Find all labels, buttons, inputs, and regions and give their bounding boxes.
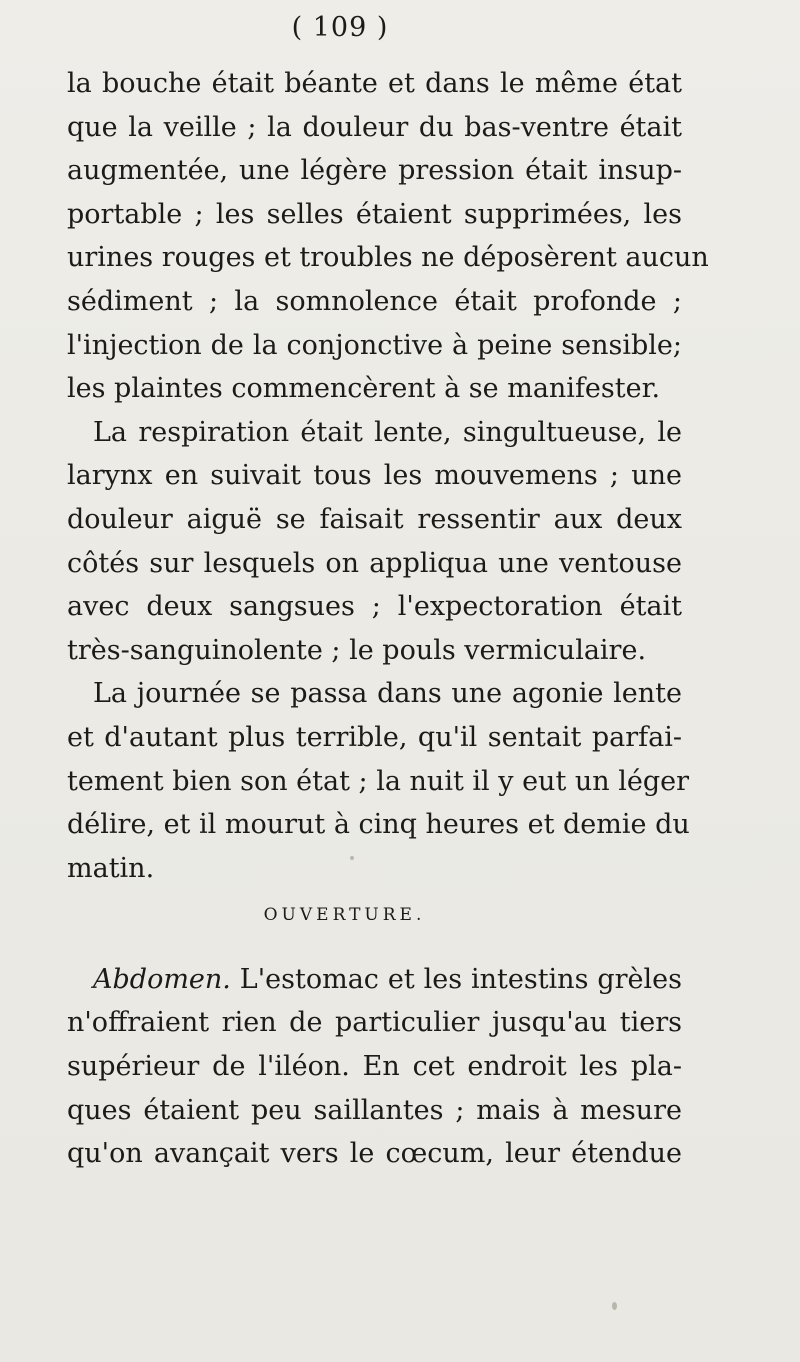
text-line: avec deux sangsues ; l'expectoration était: [67, 591, 682, 623]
page-number: ( 109 ): [291, 12, 389, 43]
text-line: qu'on avançait vers le cœcum, leur étendue: [67, 1138, 682, 1170]
section-lead-word: Abdomen.: [93, 963, 231, 995]
heading-gap: [67, 936, 682, 958]
text-line: n'offraient rien de particulier jusqu'au tiers: [67, 1007, 682, 1039]
paragraph-1: [67, 62, 709, 411]
text-line: augmentée, une légère pression était insup-: [67, 155, 682, 187]
text-line: urines rouges et troubles ne déposèrent aucun: [67, 242, 709, 274]
paper-speck: [350, 856, 354, 860]
paper-speck: [612, 1302, 617, 1310]
text-line: la bouche était béante et dans le même état: [67, 68, 682, 99]
text-line: portable ; les selles étaient supprimées, les: [67, 198, 682, 230]
paragraph-3: [67, 672, 690, 890]
text-line: tement bien son état ; la nuit il y eut un léger: [67, 765, 690, 797]
page-text: [67, 62, 709, 1176]
text-line: ques étaient peu saillantes ; mais à mesure: [67, 1094, 682, 1126]
text-line: supérieur de l'iléon. En cet endroit les pla-: [67, 1051, 682, 1083]
text-line: sédiment ; la somnolence était profonde ;: [67, 285, 682, 317]
text-line: délire, et il mourut à cinq heures et demie du: [67, 809, 690, 841]
text-line: La respiration était lente, singultueuse, le: [93, 416, 682, 448]
paragraph-2: [67, 411, 682, 673]
text-line: La journée se passa dans une agonie lente: [93, 678, 682, 710]
text-line: les plaintes commencèrent à se manifester.: [67, 373, 661, 405]
text-line: matin.: [67, 852, 155, 884]
text-line: que la veille ; la douleur du bas-ventre était: [67, 111, 682, 143]
paragraph-4: [67, 958, 682, 1176]
text-line: côtés sur lesquels on appliqua une ventouse: [67, 547, 682, 579]
text-line: l'injection de la conjonctive à peine sensible;: [67, 329, 682, 361]
lead-line-rest: L'estomac et les intestins grèles: [230, 963, 682, 995]
text-line: douleur aiguë se faisait ressentir aux deux: [67, 503, 682, 535]
text-line: larynx en suivait tous les mouvemens ; une: [67, 460, 682, 492]
text-line: et d'autant plus terrible, qu'il sentait parfai-: [67, 721, 682, 753]
text-line: très-sanguinolente ; le pouls vermiculaire.: [67, 634, 647, 666]
section-heading: OUVERTURE.: [263, 905, 426, 926]
text-line: [67, 958, 682, 1002]
